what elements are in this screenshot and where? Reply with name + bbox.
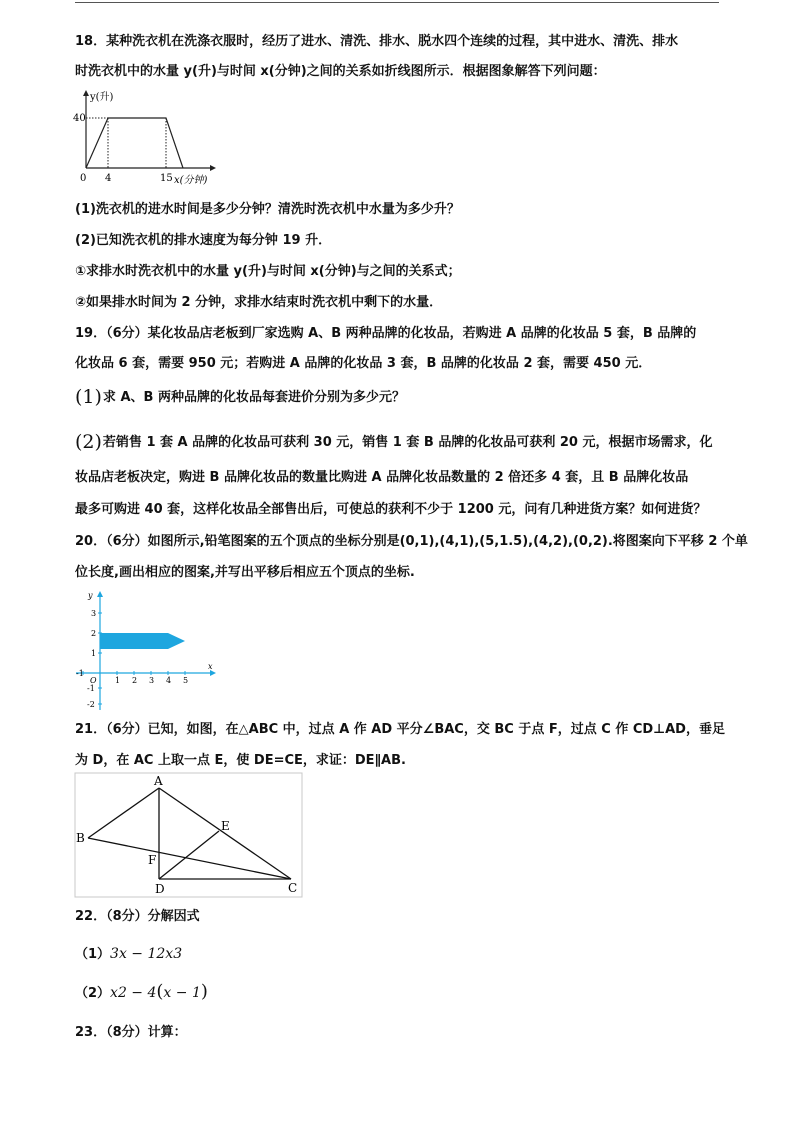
q21-label-A: A bbox=[154, 774, 163, 788]
q21-line1: 21．（6分）已知，如图，在△ABC 中，过点 A 作 AD 平分∠BAC，交 BC 于点 F，过点 C 作 CD⊥AD，垂足 bbox=[75, 722, 725, 737]
q20-x-tick-4: 4 bbox=[166, 676, 172, 685]
q18-y-arrow bbox=[83, 90, 89, 96]
q18-part2-a: ①求排水时洗衣机中的水量 y(升)与时间 x(分钟)与之间的关系式； bbox=[75, 264, 461, 279]
q20-x-tick-neg1: -1 bbox=[76, 669, 84, 678]
q22-part2-label: （2） bbox=[75, 986, 111, 1001]
q21-label-B: B bbox=[76, 831, 85, 845]
q20-y-label: y bbox=[88, 591, 93, 600]
q22-part2 bbox=[75, 983, 735, 1003]
q19-part1-mark: (1) bbox=[75, 386, 102, 408]
q20-line1: 20．（6分）如图所示,铅笔图案的五个顶点的坐标分别是(0,1),(4,1),(5,1.5),(4,2),(0,2).将图案向下平移 2 个单 bbox=[75, 534, 748, 549]
q18-x-label: x(分钟) bbox=[174, 175, 208, 186]
q21-line2: 为 D，在 AC 上取一点 E，使 DE=CE，求证：DE∥AB. bbox=[75, 753, 406, 768]
q19-line1: 19．（6分）某化妆品店老板到厂家选购 A、B 两种品牌的化妆品，若购进 A 品牌的化妆品 5 套，B 品牌的 bbox=[75, 326, 697, 341]
q20-y-tick-1: 1 bbox=[91, 649, 97, 658]
q18-line2: 时洗衣机中的水量 y(升)与时间 x(分钟)之间的关系如折线图所示．根据图象解答下列问题： bbox=[75, 64, 606, 79]
q18-x-arrow bbox=[210, 165, 216, 171]
q18-part2: (2)已知洗衣机的排水速度为每分钟 19 升． bbox=[75, 233, 332, 248]
q20-y-arrow bbox=[97, 591, 103, 597]
q18-graph bbox=[72, 88, 222, 188]
q20-y-tick-3: 3 bbox=[91, 609, 97, 618]
q19-part1-text: 求 A、B 两种品牌的化妆品每套进价分别为多少元？ bbox=[102, 390, 405, 405]
q18-x-tick-4: 4 bbox=[105, 173, 112, 184]
q19-line2: 化妆品 6 套，需要 950 元；若购进 A 品牌的化妆品 3 套，B 品牌的化妆品 2 套，需要 450 元． bbox=[75, 356, 652, 371]
q19-part2-line1 bbox=[75, 433, 735, 452]
q20-x-tick-2: 2 bbox=[132, 676, 138, 685]
q19-part2-mark: (2) bbox=[75, 431, 102, 453]
q22-part2-rparen: ) bbox=[200, 981, 208, 1002]
q20-y-tick-neg2: -2 bbox=[87, 700, 95, 709]
q20-x-tick-5: 5 bbox=[183, 676, 189, 685]
q22-part1-expression: 3x − 12x3 bbox=[110, 946, 183, 962]
q21-triangle-figure bbox=[74, 772, 304, 899]
q22-part1-label: （1） bbox=[75, 947, 111, 962]
q18-y-label: y(升) bbox=[90, 92, 114, 103]
q20-x-tick-3: 3 bbox=[149, 676, 155, 685]
q23-title: 23．（8分）计算： bbox=[75, 1025, 187, 1040]
q18-water-line bbox=[86, 118, 183, 168]
top-rule bbox=[75, 2, 719, 3]
pencil-shape bbox=[100, 633, 185, 649]
q18-part1: (1)洗衣机的进水时间是多少分钟？清洗时洗衣机中水量为多少升？ bbox=[75, 202, 460, 217]
q19-part1 bbox=[75, 388, 735, 407]
q20-x-tick-1: 1 bbox=[115, 676, 121, 685]
q20-coordinate-graph bbox=[70, 588, 225, 716]
q19-part2-line2: 妆品店老板决定，购进 B 品牌化妆品的数量比购进 A 品牌化妆品数量的 2 倍还多 4 套，且 B 品牌化妆品 bbox=[75, 470, 689, 485]
q22-part2-expression bbox=[110, 981, 208, 1002]
q20-y-tick-neg1: -1 bbox=[87, 684, 95, 693]
q22-part2-expr-a: x2 − 4 bbox=[110, 985, 157, 1001]
q21-label-F: F bbox=[148, 853, 157, 867]
q19-part2-text: 若销售 1 套 A 品牌的化妆品可获利 30 元，销售 1 套 B 品牌的化妆品可获利 20 元，根据市场需求，化 bbox=[102, 435, 713, 450]
q19-part2-line3: 最多可购进 40 套，这样化妆品全部售出后，可使总的获利不少于 1200 元，问有几种进货方案？如何进货？ bbox=[75, 502, 707, 517]
q21-label-D: D bbox=[155, 882, 165, 896]
q20-x-label: x bbox=[208, 662, 213, 671]
q18-y-tick-40: 40 bbox=[73, 113, 86, 124]
q18-origin: 0 bbox=[80, 173, 87, 184]
q21-label-E: E bbox=[221, 819, 230, 833]
q18-x-tick-15: 15 bbox=[160, 173, 173, 184]
q20-y-tick-2: 2 bbox=[91, 629, 97, 638]
q20-line2: 位长度,画出相应的图案,并写出平移后相应五个顶点的坐标. bbox=[75, 565, 415, 580]
q18-line1: 18．某种洗衣机在洗涤衣服时，经历了进水、清洗、排水、脱水四个连续的过程，其中进水、清洗、排水 bbox=[75, 34, 679, 49]
q22-title: 22．（8分）分解因式 bbox=[75, 909, 200, 924]
q22-part2-expr-b: x − 1 bbox=[163, 985, 201, 1001]
q20-origin: O bbox=[90, 676, 97, 685]
q22-part1 bbox=[75, 945, 735, 964]
q18-part2-b: ②如果排水时间为 2 分钟，求排水结束时洗衣机中剩下的水量． bbox=[75, 295, 443, 310]
q21-label-C: C bbox=[288, 881, 298, 895]
q22-part2-lparen: ( bbox=[156, 981, 164, 1002]
